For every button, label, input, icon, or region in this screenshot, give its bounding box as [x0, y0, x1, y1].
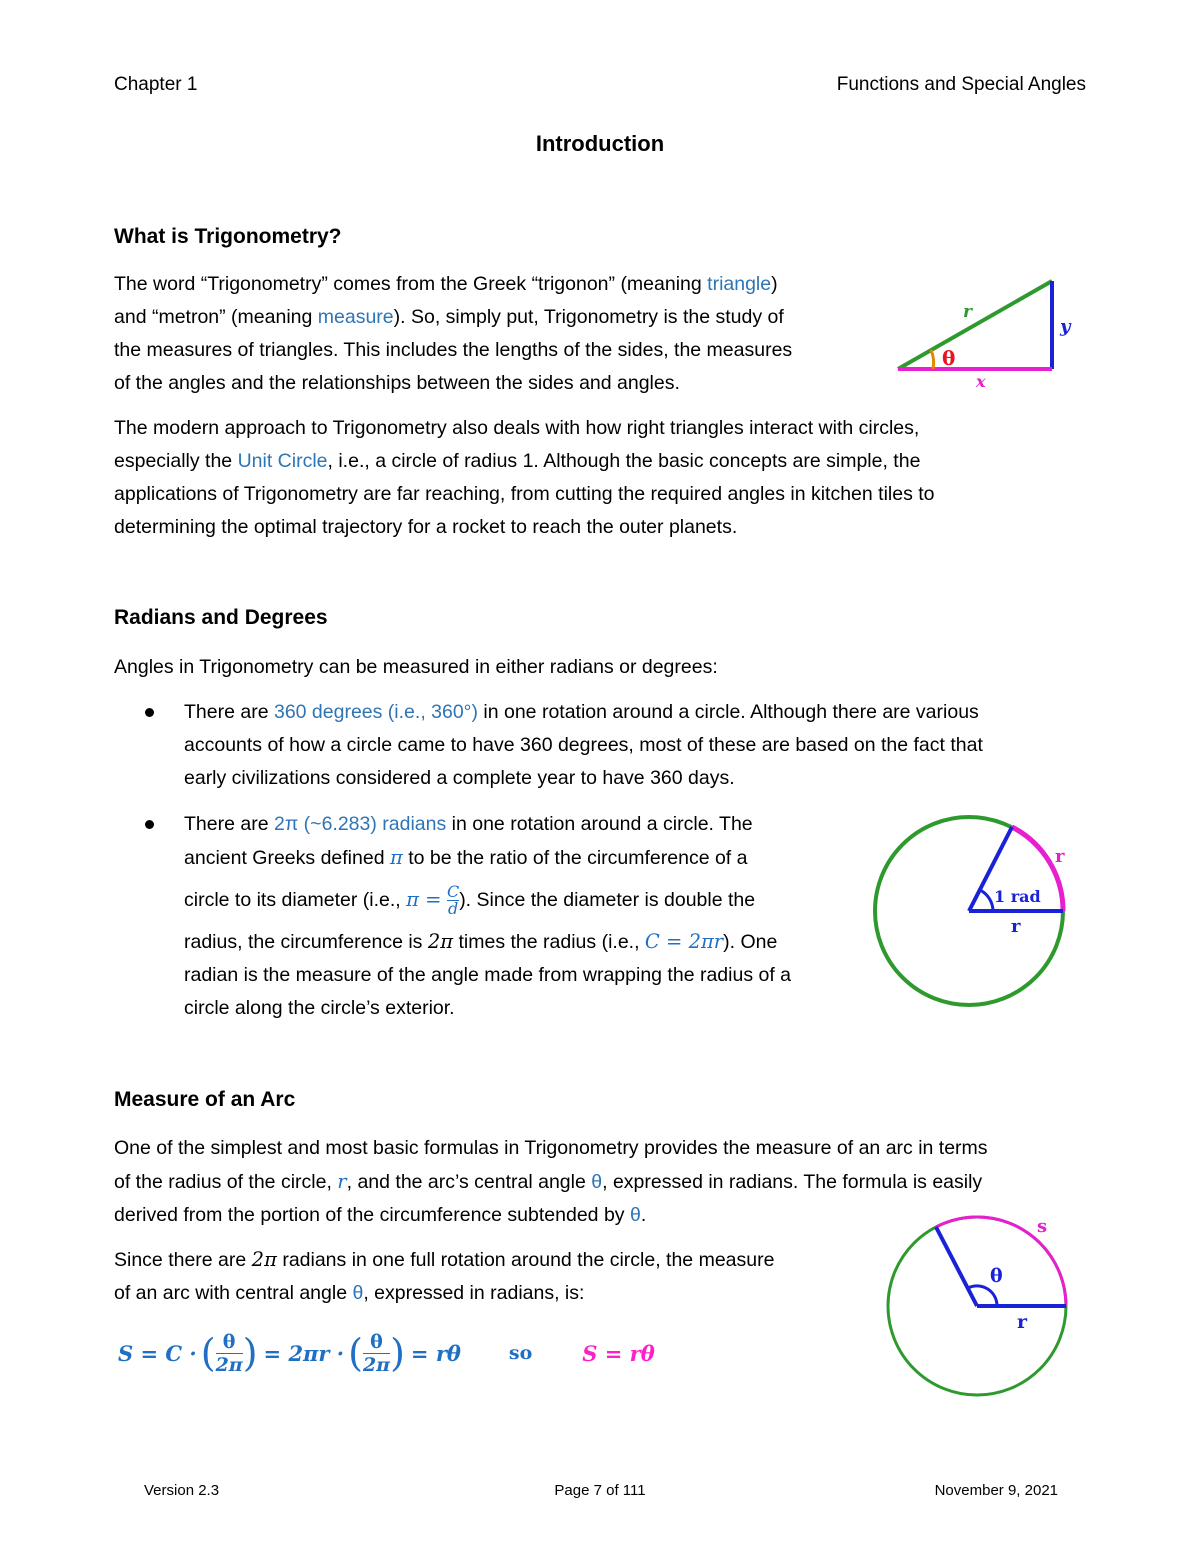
- label-arc-r: r: [1055, 846, 1065, 867]
- text: of the angles and the relationships between the sides and angles.: [114, 372, 680, 394]
- term-unit-circle: Unit Circle: [237, 450, 328, 472]
- header-section-title: Functions and Special Angles: [836, 74, 1086, 95]
- math-theta: θ: [591, 1171, 603, 1193]
- text: circle to its diameter (i.e.,: [184, 889, 407, 911]
- term-triangle: triangle: [707, 273, 772, 295]
- label-theta: θ: [990, 1265, 1003, 1287]
- fraction-denominator: d: [447, 899, 459, 919]
- bullet-radians: [184, 808, 874, 1025]
- angle-arc: [931, 350, 934, 369]
- math-pi: π: [389, 846, 403, 869]
- heading-measure-of-an-arc: Measure of an Arc: [114, 1088, 296, 1111]
- text: The modern approach to Trigonometry also deals with how right triangles interact with circles,: [114, 417, 920, 439]
- heading-radians-and-degrees: Radians and Degrees: [114, 606, 328, 629]
- text: and “metron” (meaning: [114, 306, 318, 328]
- bullet-degrees: [184, 696, 983, 795]
- math-circumference-formula: C = 2πr: [644, 930, 724, 953]
- text: determining the optimal trajectory for a rocket to reach the outer planets.: [114, 516, 738, 538]
- math-r: r: [337, 1170, 347, 1193]
- text: radians in one full rotation around the circle, the measure: [276, 1249, 775, 1271]
- text: , expressed in radians. The formula is easily: [602, 1171, 983, 1193]
- text: especially the: [114, 450, 238, 472]
- footer-date: November 9, 2021: [934, 1482, 1058, 1499]
- label-s: s: [1037, 1216, 1048, 1237]
- term-2pi-radians: 2π (~6.283) radians: [273, 813, 447, 835]
- text: The word “Trigonometry” comes from the Greek “trigonon” (meaning: [114, 273, 708, 295]
- text: ). One: [723, 931, 778, 953]
- label-y: y: [1060, 316, 1071, 337]
- text: in one rotation around a circle. Although there are various: [477, 701, 979, 723]
- label-r: r: [963, 302, 972, 322]
- text: There are: [184, 701, 274, 723]
- text: early civilizations considered a complete year to have 360 days.: [184, 767, 735, 789]
- fraction-theta-over-2pi: [216, 1331, 243, 1376]
- heading-what-is-trigonometry: What is Trigonometry?: [114, 225, 342, 248]
- formula-part: S = C ·: [118, 1340, 197, 1366]
- text: ): [771, 273, 778, 295]
- math-pi-equals: π =: [406, 888, 442, 911]
- bullet-dot: [145, 708, 154, 717]
- text: , expressed in radians, is:: [363, 1282, 585, 1304]
- hypotenuse-line: [898, 281, 1052, 369]
- radius-angled: [936, 1227, 977, 1306]
- text: derived from the portion of the circumference subtended by: [114, 1204, 630, 1226]
- paragraph-modern-approach: [114, 412, 935, 544]
- fraction-denominator: 2π: [362, 1353, 391, 1376]
- radian-circle-diagram: [866, 812, 1086, 1012]
- fraction-c-over-d: [447, 884, 459, 917]
- text: , and the arc’s central angle: [346, 1171, 592, 1193]
- bullet-dot: [145, 820, 154, 829]
- paragraph-arc-measure: [114, 1243, 774, 1310]
- fraction-theta-over-2pi: [363, 1331, 390, 1376]
- text: One of the simplest and most basic formulas in Trigonometry provides the measure of an arc in terms: [114, 1137, 988, 1159]
- footer-version: Version 2.3: [144, 1482, 220, 1499]
- formula-part: = rθ: [410, 1340, 461, 1366]
- right-triangle-diagram: [890, 270, 1090, 390]
- fraction-numerator: θ: [216, 1331, 243, 1354]
- text: the measures of triangles. This includes the lengths of the sides, the measures: [114, 339, 793, 361]
- text: applications of Trigonometry are far reaching, from cutting the required angles in kitchen tiles to: [114, 483, 935, 505]
- label-x: x: [976, 372, 986, 390]
- text: circle along the circle’s exterior.: [184, 997, 455, 1019]
- math-theta: θ: [629, 1204, 641, 1226]
- text: to be the ratio of the circumference of a: [402, 847, 748, 869]
- text: in one rotation around a circle. The: [446, 813, 753, 835]
- formula-part: = 2πr ·: [263, 1340, 345, 1366]
- paren-close: ): [390, 1331, 405, 1375]
- text: accounts of how a circle came to have 360 degrees, most of these are based on the fact that: [184, 734, 983, 756]
- header-chapter: Chapter 1: [114, 74, 198, 95]
- label-radius-r: r: [1017, 1311, 1028, 1333]
- text: radius, the circumference is: [184, 931, 428, 953]
- label-radius-r: r: [1011, 916, 1021, 937]
- arc-circle-diagram: [880, 1210, 1080, 1400]
- paren-open: (: [348, 1331, 363, 1375]
- math-2pi: 2π: [427, 930, 454, 953]
- paragraph-arc-formula-intro: [114, 1132, 988, 1232]
- formula-so: so: [508, 1342, 533, 1364]
- math-2pi: 2π: [251, 1248, 277, 1271]
- angle-arc: [980, 890, 993, 911]
- label-theta: θ: [942, 346, 956, 370]
- text: of an arc with central angle: [114, 1282, 353, 1304]
- math-theta: θ: [352, 1282, 364, 1304]
- paren-open: (: [200, 1331, 216, 1375]
- text: of the radius of the circle,: [114, 1171, 338, 1193]
- term-measure: measure: [317, 306, 394, 328]
- arc-length-formula: [118, 1322, 655, 1384]
- text: ancient Greeks defined: [184, 847, 390, 869]
- footer-page-number: Page 7 of 111: [554, 1482, 646, 1499]
- page-title: Introduction: [535, 131, 665, 156]
- text: times the radius (i.e.,: [453, 931, 645, 953]
- paragraph-angles-intro: Angles in Trigonometry can be measured in either radians or degrees:: [114, 656, 718, 678]
- term-360-degrees: 360 degrees (i.e., 360°): [273, 701, 478, 723]
- paragraph-trig-definition: [114, 268, 792, 400]
- fraction-denominator: 2π: [215, 1353, 243, 1376]
- text: ). Since the diameter is double the: [459, 889, 756, 911]
- text: , i.e., a circle of radius 1. Although the basic concepts are simple, the: [327, 450, 921, 472]
- paren-close: ): [242, 1331, 258, 1375]
- formula-result: S = rθ: [582, 1340, 655, 1366]
- text: There are: [184, 813, 274, 835]
- fraction-numerator: C: [446, 882, 460, 902]
- text: radian is the measure of the angle made from wrapping the radius of a: [184, 964, 792, 986]
- text: ). So, simply put, Trigonometry is the study of: [393, 306, 784, 328]
- text: Since there are: [114, 1249, 252, 1271]
- label-1-rad: 1 rad: [994, 887, 1041, 906]
- text: .: [640, 1204, 647, 1226]
- fraction-numerator: θ: [363, 1331, 390, 1354]
